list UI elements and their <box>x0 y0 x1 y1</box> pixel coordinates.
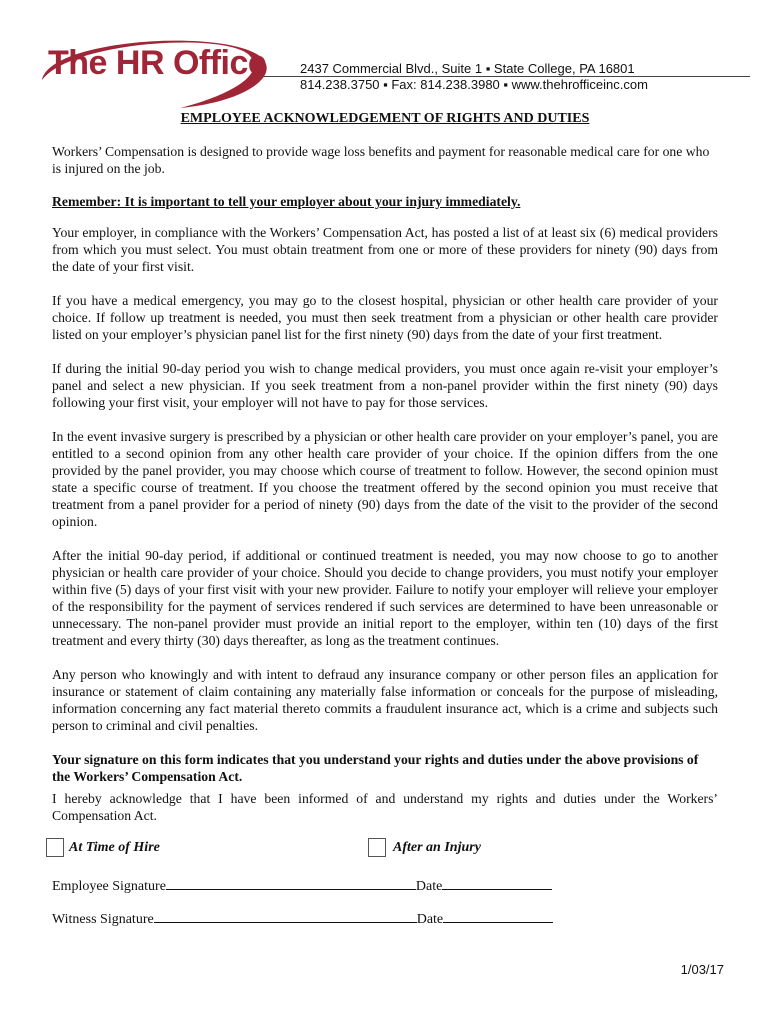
witness-date-field[interactable] <box>443 910 553 923</box>
employee-signature-row <box>52 877 552 895</box>
witness-signature-label: Witness Signature <box>52 912 154 927</box>
body-paragraph: Any person who knowingly and with intent to defraud any insurance company or other person files an application for insurance or statement of claim containing any materially false information or conceals for the purpose of misleading, information concerning any fact material thereto commits a fraudulent insurance act, which is a crime and subjects such person to criminal and civil penalties. <box>52 667 718 733</box>
remember-notice: Remember: It is important to tell your employer about your injury immediately. <box>52 194 521 209</box>
checkbox-after-injury[interactable] <box>368 838 386 857</box>
signature-notice: Your signature on this form indicates that you understand your rights and duties under the above provisions of the Workers’ Compensation Act. <box>52 752 699 784</box>
logo-text: The HR Office <box>48 44 267 82</box>
date-label: Date <box>415 879 443 894</box>
intro-paragraph: Workers’ Compensation is designed to provide wage loss benefits and payment for reasonable medical care for one who is injured on the job. <box>52 144 710 176</box>
address-line: 2437 Commercial Blvd., Suite 1 ▪ State College, PA 16801 <box>300 61 635 76</box>
checkbox-label-time-of-hire: At Time of Hire <box>69 840 160 855</box>
document-title: EMPLOYEE ACKNOWLEDGEMENT OF RIGHTS AND DUTIES <box>180 111 590 126</box>
body-paragraph: After the initial 90-day period, if additional or continued treatment is needed, you may now choose to go to another physician or health care provider of your choice. Should you decide to change providers, you must notify your employer within five (5) days of your first visit with your new provider. Failure to notify your employer will relieve your employer of the responsibility for the payment of services rendered if such services are determined to have been unreasonable or unnecessary. The non-panel provider must provide an initial report to the employer, within ten (10) days of the first treatment and every thirty (30) days thereafter, as long as the treatment continues. <box>52 548 718 648</box>
checkbox-time-of-hire[interactable] <box>46 838 64 857</box>
revision-date: 1/03/17 <box>680 962 724 977</box>
employee-date-field[interactable] <box>442 877 552 890</box>
body-paragraph: In the event invasive surgery is prescribed by a physician or other health care provider on your employer’s panel, you are entitled to a second opinion from any other health care provider of your choice. If the opinion differs from the one provided by the panel provider, you may choose which course of treatment to follow. However, the second opinion must state a specific course of treatment. If you choose the treatment offered by the second opinion you must receive that treatment from a panel provider for a period of ninety (90) days from the date of the visit to the provider of the second opinion. <box>52 429 718 529</box>
acknowledgement-statement: I hereby acknowledge that I have been informed of and understand my rights and duties under the Workers’ Compensation Act. <box>52 791 718 823</box>
company-address <box>300 61 648 93</box>
body-paragraph: If you have a medical emergency, you may go to the closest hospital, physician or other health care provider of your choice. If follow up treatment is needed, you must then seek treatment from a physician or other health care provider listed on your employer’s physician panel list for the first ninety (90) days from the date of your first treatment. <box>52 293 718 342</box>
contact-line: 814.238.3750 ▪ Fax: 814.238.3980 ▪ www.thehrofficeinc.com <box>300 77 648 92</box>
letterhead <box>0 0 770 110</box>
employee-signature-field[interactable] <box>166 877 416 890</box>
witness-signature-row <box>52 910 553 928</box>
date-label: Date <box>416 912 444 927</box>
checkbox-label-after-injury: After an Injury <box>393 840 481 855</box>
employee-signature-label: Employee Signature <box>52 879 166 894</box>
body-paragraph: If during the initial 90-day period you wish to change medical providers, you must once again re-visit your employer’s panel and select a new physician. If you seek treatment from a non-panel provider within the first ninety (90) days following your first visit, your employer will not have to pay for those services. <box>52 361 718 410</box>
acknowledgement-type <box>46 838 746 860</box>
header-divider <box>263 76 750 77</box>
document-body <box>52 143 718 824</box>
company-logo <box>30 28 280 112</box>
body-paragraph: Your employer, in compliance with the Workers’ Compensation Act, has posted a list of at least six (6) medical providers from which you must select. You must obtain treatment from one or more of these providers for ninety (90) days from the date of your first visit. <box>52 225 718 274</box>
witness-signature-field[interactable] <box>154 910 417 923</box>
